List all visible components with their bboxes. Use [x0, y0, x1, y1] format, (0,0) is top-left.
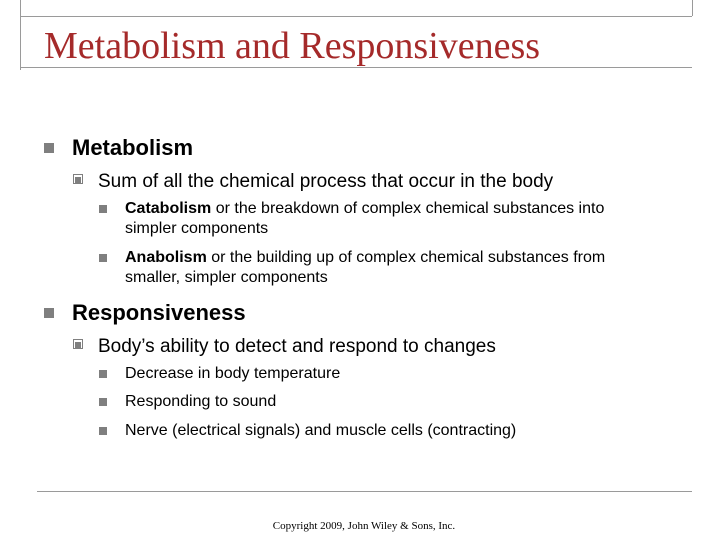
anabolism-text [125, 248, 645, 288]
heading-metabolism: Metabolism [72, 135, 194, 160]
footer-divider [37, 491, 692, 492]
box-bullet-icon [73, 174, 83, 186]
copyright-footer: Copyright 2009, John Wiley & Sons, Inc. [272, 520, 456, 532]
frame-left-line [20, 0, 21, 70]
square-bullet-icon [99, 398, 107, 406]
item-anabolism [125, 248, 645, 288]
metabolism-definition: Sum of all the chemical process that occur in the body [98, 171, 554, 192]
bullet-metabolism [72, 134, 193, 161]
slide-title: Metabolism and Responsiveness [44, 25, 541, 67]
frame-top-line [20, 16, 692, 17]
nerve-muscle-text: Nerve (electrical signals) and muscle cells (contracting) [125, 422, 517, 439]
box-bullet-icon [73, 339, 83, 351]
item-nerve-muscle [125, 421, 645, 441]
square-bullet-icon [44, 143, 54, 153]
frame-right-line [692, 0, 693, 16]
title-divider [20, 67, 692, 68]
catabolism-term: Catabolism [125, 200, 212, 217]
square-bullet-icon [99, 370, 107, 378]
item-catabolism [125, 199, 645, 239]
square-bullet-icon [44, 308, 54, 318]
responsiveness-definition: Body’s ability to detect and respond to changes [98, 336, 496, 357]
square-bullet-icon [99, 427, 107, 435]
catabolism-desc: or the breakdown of complex chemical substances into simpler components [125, 200, 605, 237]
temperature-text: Decrease in body temperature [125, 365, 341, 382]
square-bullet-icon [99, 205, 107, 213]
bullet-responsiveness [72, 299, 246, 326]
sub-bullet-responsiveness [98, 335, 496, 358]
sub-bullet-metabolism [98, 170, 553, 193]
item-sound [125, 392, 645, 412]
sound-text: Responding to sound [125, 393, 277, 410]
anabolism-term: Anabolism [125, 249, 207, 266]
catabolism-text [125, 199, 645, 239]
square-bullet-icon [99, 254, 107, 262]
heading-responsiveness: Responsiveness [72, 300, 246, 325]
item-temperature [125, 364, 645, 384]
anabolism-desc: or the building up of complex chemical substances from smaller, simpler components [125, 249, 606, 286]
